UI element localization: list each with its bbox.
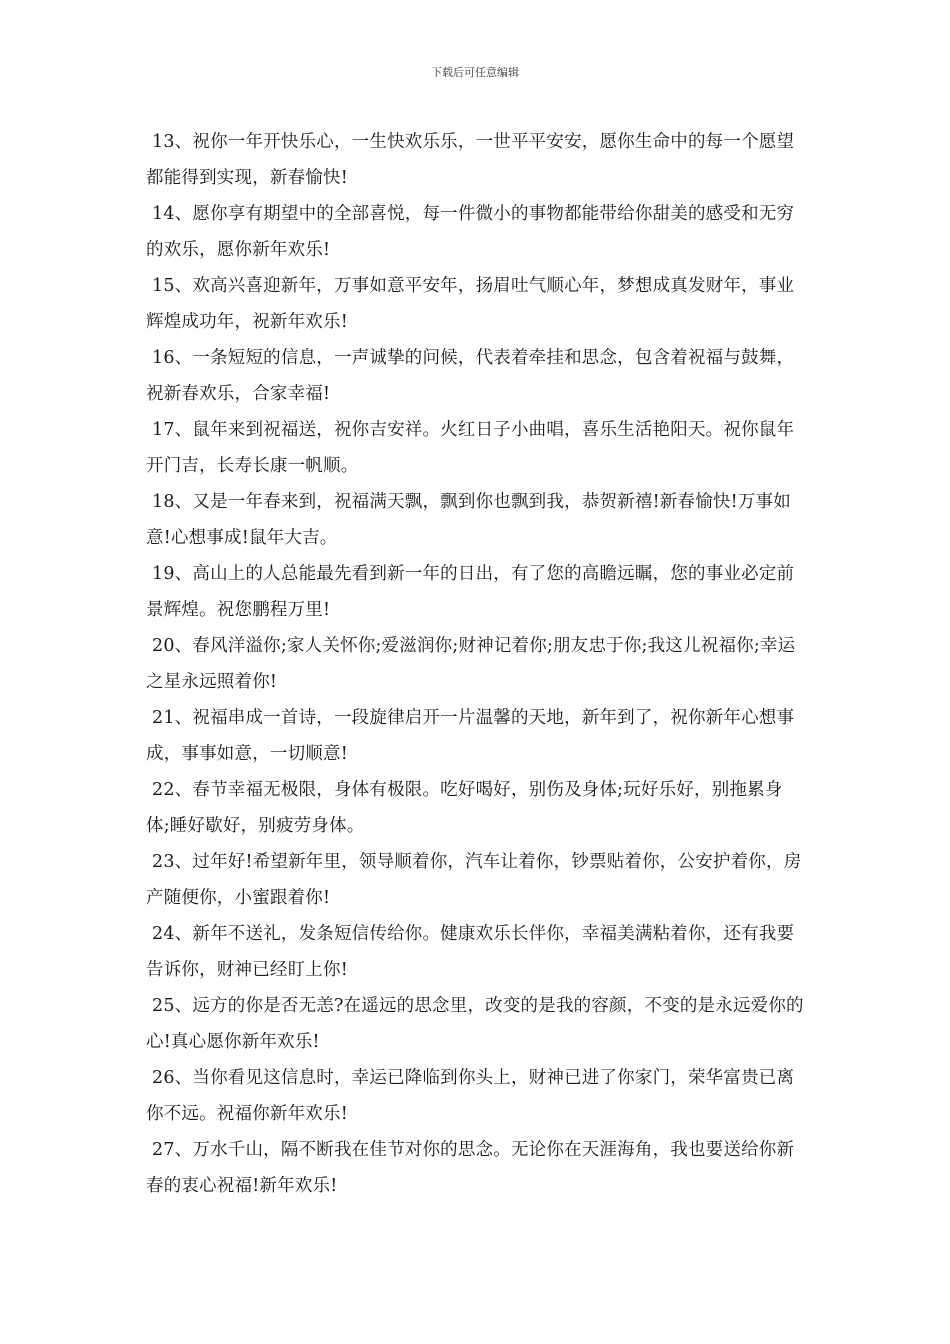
greeting-entry-19: 19、高山上的人总能最先看到新一年的日出，有了您的高瞻远瞩，您的事业必定前景辉煌。祝您鹏程万里! [146,564,795,620]
document-body [146,124,806,1204]
page-header-note: 下载后可任意编辑 [431,66,519,79]
greeting-entry-21: 21、祝福串成一首诗，一段旋律启开一片温馨的天地，新年到了，祝你新年心想事成，事事如意，一切顺意! [146,708,795,764]
greeting-entry-27: 27、万水千山，隔不断我在佳节对你的思念。无论你在天涯海角，我也要送给你新春的衷心祝福!新年欢乐! [146,1140,795,1196]
greeting-entry-26: 26、当你看见这信息时，幸运已降临到你头上，财神已进了你家门，荣华富贵已离你不远。祝福你新年欢乐! [146,1068,795,1124]
greeting-entry-17: 17、鼠年来到祝福送，祝你吉安祥。火红日子小曲唱，喜乐生活艳阳天。祝你鼠年开门吉，长寿长康一帆顺。 [146,420,795,476]
greeting-entry-18: 18、又是一年春来到，祝福满天飘，飘到你也飘到我，恭贺新禧!新春愉快!万事如意!心想事成!鼠年大吉。 [146,492,791,548]
greeting-entry-23: 23、过年好!希望新年里，领导顺着你，汽车让着你，钞票贴着你，公安护着你，房产随便你，小蜜跟着你! [146,852,802,908]
greeting-entry-22: 22、春节幸福无极限，身体有极限。吃好喝好，别伤及身体;玩好乐好，别拖累身体;睡好歇好，别疲劳身体。 [146,780,783,836]
greeting-entry-14: 14、愿你享有期望中的全部喜悦，每一件微小的事物都能带给你甜美的感受和无穷的欢乐，愿你新年欢乐! [146,204,795,260]
greeting-entry-24: 24、新年不送礼，发条短信传给你。健康欢乐长伴你，幸福美满粘着你，还有我要告诉你，财神已经盯上你! [146,924,795,980]
greeting-entry-25: 25、远方的你是否无恙?在遥远的思念里，改变的是我的容颜，不变的是永远爱你的心!真心愿你新年欢乐! [146,996,804,1052]
greeting-entry-16: 16、一条短短的信息，一声诚挚的问候，代表着牵挂和思念，包含着祝福与鼓舞，祝新春欢乐，合家幸福! [146,348,795,404]
greeting-entry-20: 20、春风洋溢你;家人关怀你;爱滋润你;财神记着你;朋友忠于你;我这儿祝福你;幸运之星永远照着你! [146,636,796,692]
greeting-entry-13: 13、祝你一年开快乐心，一生快欢乐乐，一世平平安安，愿你生命中的每一个愿望都能得到实现，新春愉快! [146,132,795,188]
greeting-entry-15: 15、欢高兴喜迎新年，万事如意平安年，扬眉吐气顺心年，梦想成真发财年，事业辉煌成功年，祝新年欢乐! [146,276,795,332]
